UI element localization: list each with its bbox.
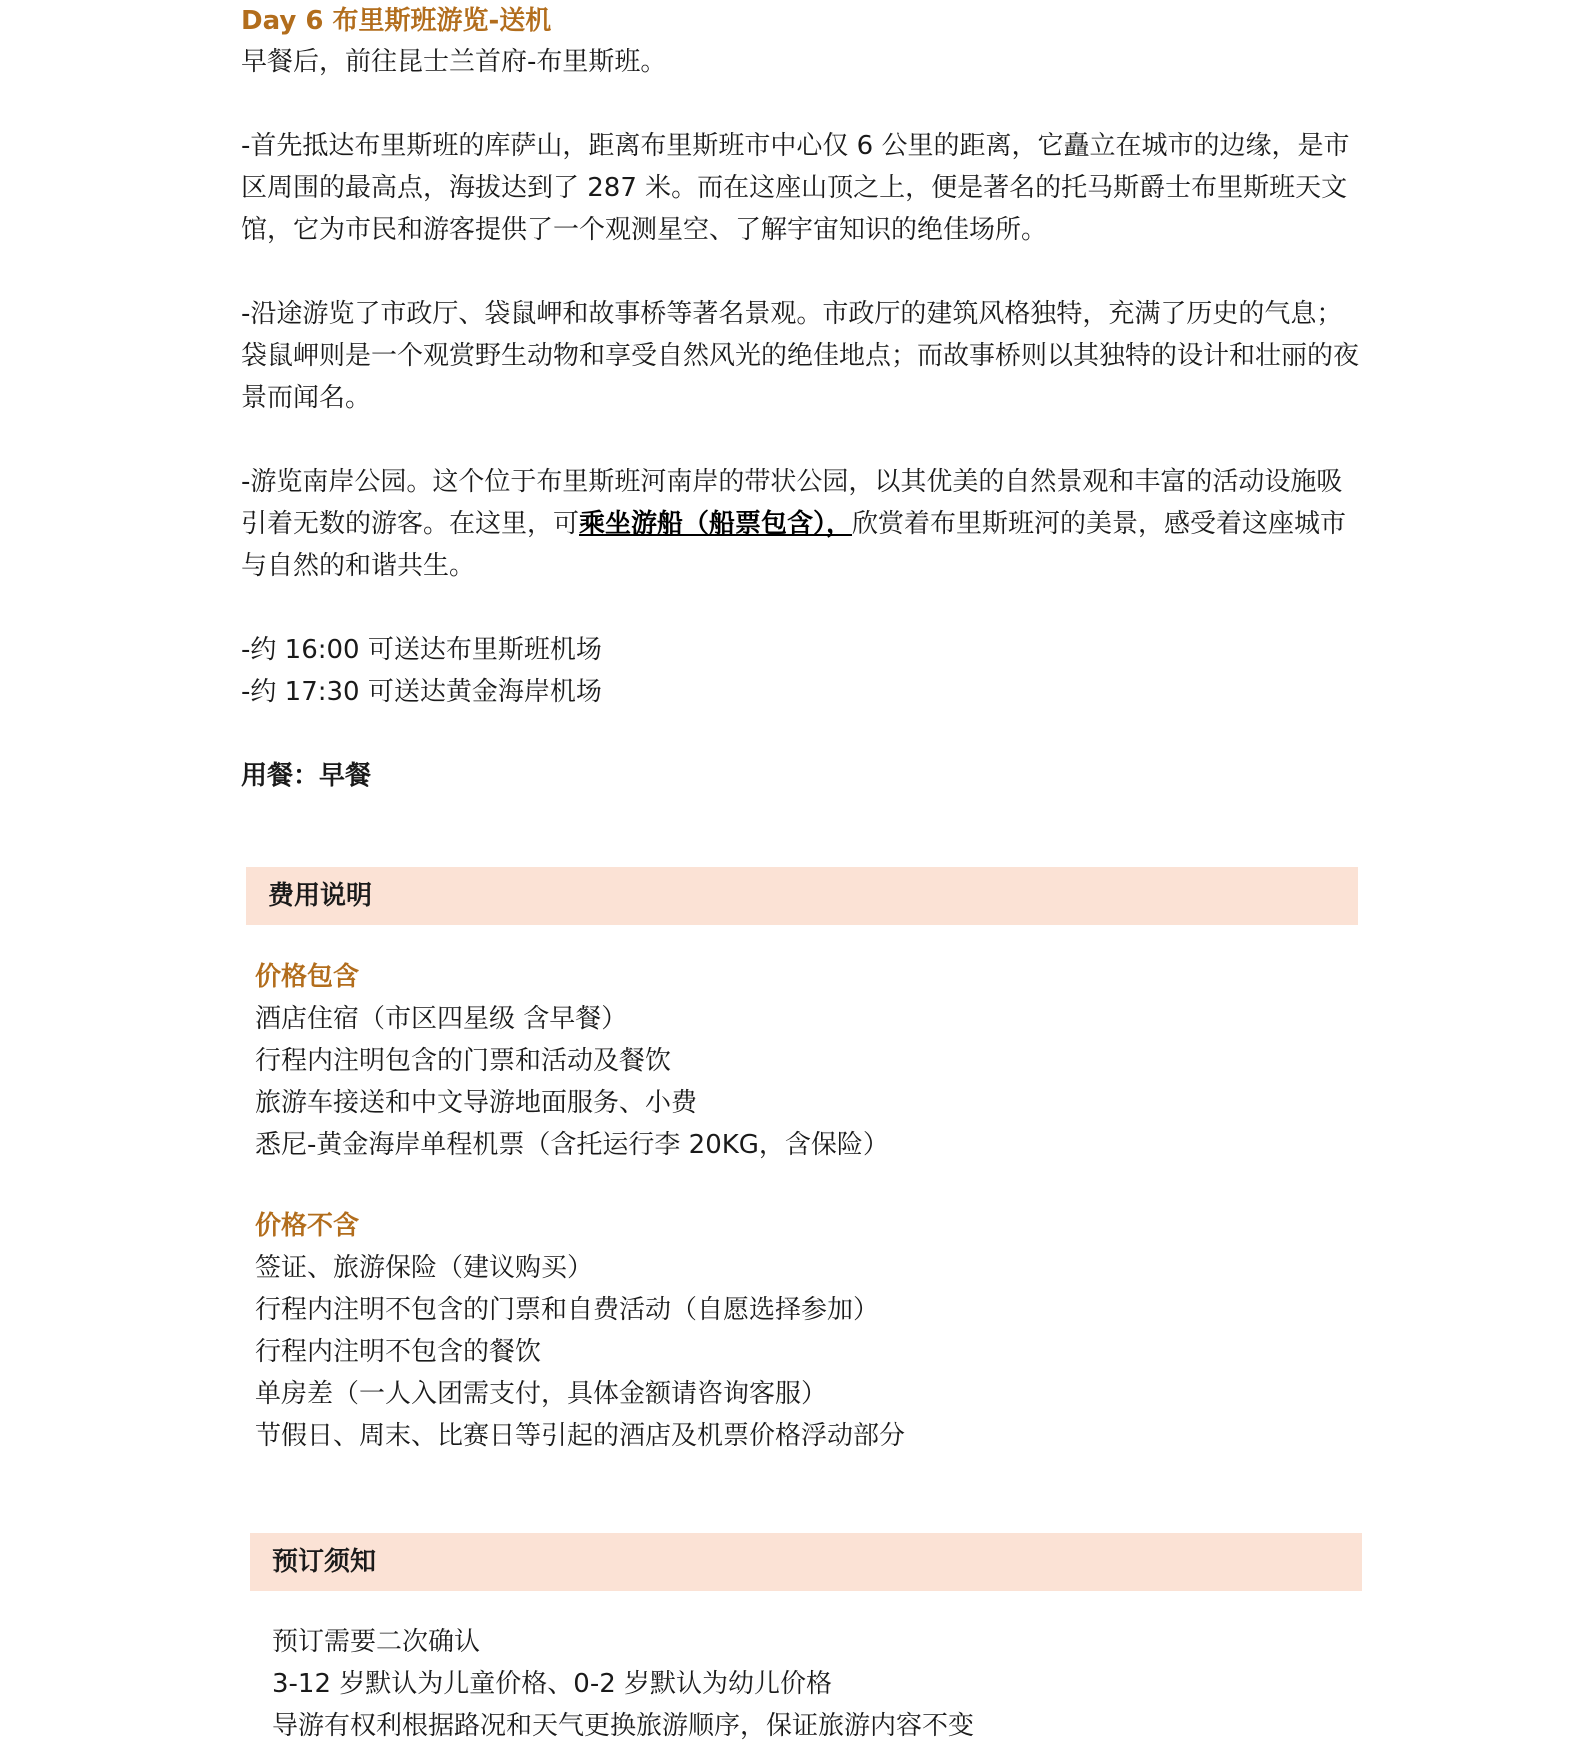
- day-paragraph-3-text-a: -游览南岸公园。这个位于布里斯班河南岸的带状公园，以其优美的自然景观和丰富的活动设施吸引着无数的游客。在这里，可: [241, 467, 1343, 539]
- day-paragraph-2: -沿途游览了市政厅、袋鼠岬和故事桥等著名景观。市政厅的建筑风格独特，充满了历史的气息；袋鼠岬则是一个观赏野生动物和享受自然风光的绝佳地点；而故事桥则以其独特的设计和壮丽的夜景而闻名。: [241, 299, 1360, 413]
- list-item: 酒店住宿（市区四星级 含早餐）: [255, 1004, 628, 1034]
- booking-notes-list: [272, 1621, 974, 1747]
- day-paragraph-3-text-b: 欣赏着布里斯班河的美景，感受着这座城市与自然的和谐共生。: [241, 509, 1347, 581]
- price-excluded-list: [255, 1247, 905, 1457]
- airport-time-brisbane: -约 16:00 可送达布里斯班机场: [241, 635, 602, 665]
- list-item: 行程内注明不包含的门票和自费活动（自愿选择参加）: [255, 1295, 880, 1325]
- booking-section-header: [250, 1533, 1362, 1591]
- day-title: Day 6 布里斯班游览-送机: [241, 6, 552, 36]
- day-paragraph-3: [241, 461, 1366, 587]
- fees-section-title: 费用说明: [268, 881, 373, 911]
- boat-ride-highlight: 乘坐游船（船票包含），: [579, 509, 853, 539]
- airport-time-gold-coast: -约 17:30 可送达黄金海岸机场: [241, 677, 602, 707]
- meal-info: 用餐：早餐: [241, 761, 372, 791]
- list-item: 行程内注明不包含的餐饮: [255, 1337, 542, 1367]
- list-item: 悉尼-黄金海岸单程机票（含托运行李 20KG，含保险）: [255, 1130, 889, 1160]
- fees-section-header: [246, 867, 1358, 925]
- list-item: 单房差（一人入团需支付，具体金额请咨询客服）: [255, 1379, 828, 1409]
- list-item: 预订需要二次确认: [272, 1627, 481, 1657]
- price-excluded-title: 价格不含: [255, 1211, 360, 1241]
- price-included-list: [255, 998, 889, 1166]
- booking-section-title: 预订须知: [272, 1547, 377, 1577]
- price-included-title: 价格包含: [255, 962, 360, 992]
- list-item: 行程内注明包含的门票和活动及餐饮: [255, 1046, 672, 1076]
- list-item: 旅游车接送和中文导游地面服务、小费: [255, 1088, 698, 1118]
- list-item: 节假日、周末、比赛日等引起的酒店及机票价格浮动部分: [255, 1421, 906, 1451]
- list-item: 导游有权利根据路况和天气更换旅游顺序，保证旅游内容不变: [272, 1711, 975, 1741]
- list-item: 签证、旅游保险（建议购买）: [255, 1253, 594, 1283]
- day-intro: 早餐后，前往昆士兰首府-布里斯班。: [241, 47, 667, 77]
- list-item: 3-12 岁默认为儿童价格、0-2 岁默认为幼儿价格: [272, 1669, 833, 1699]
- day-paragraph-1: -首先抵达布里斯班的库萨山，距离布里斯班市中心仅 6 公里的距离，它矗立在城市的边缘，是市区周围的最高点，海拔达到了 287 米。而在这座山顶之上，便是著名的托马斯爵士布里斯班天文馆，它为市民和游客提供了一个观测星空、了解宇宙知识的绝佳场所。: [241, 131, 1350, 245]
